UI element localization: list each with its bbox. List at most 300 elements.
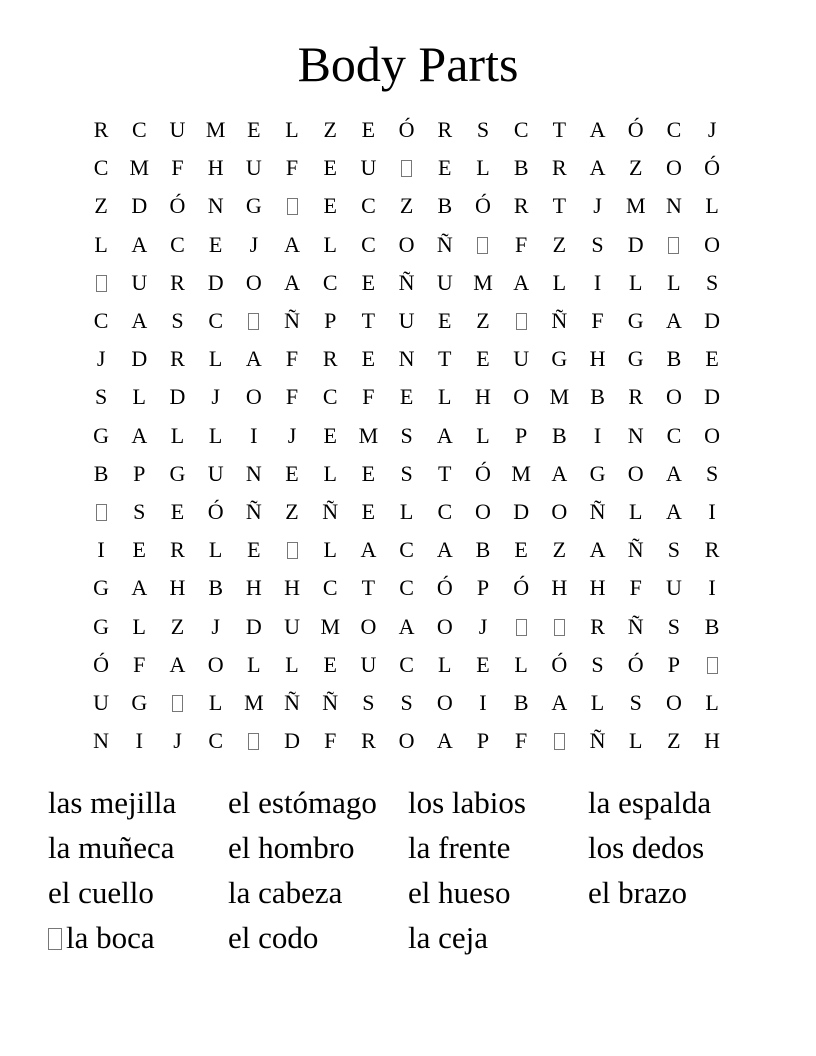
grid-row [82, 378, 731, 416]
grid-cell: D [284, 728, 300, 754]
grid-cell: I [250, 422, 258, 448]
grid-cell: Z [94, 193, 108, 219]
grid-cell [655, 226, 693, 264]
grid-cell: M [625, 193, 646, 219]
grid-cell: F [133, 651, 146, 677]
grid-cell [273, 531, 311, 569]
grid-cell: Ñ [284, 689, 300, 715]
grid-cell: T [552, 193, 567, 219]
grid-cell: R [170, 346, 185, 372]
grid-cell: L [132, 384, 146, 410]
grid-cell [502, 302, 540, 340]
grid-cell: S [705, 460, 719, 486]
grid-cell: S [667, 613, 681, 639]
grid-row [82, 302, 731, 340]
grid-cell: Z [628, 155, 643, 181]
grid-cell: Z [285, 498, 299, 524]
grid-cell: E [705, 346, 719, 372]
grid-cell: L [208, 537, 223, 563]
grid-cell: U [436, 269, 453, 295]
grid-cell: U [513, 346, 530, 372]
grid-cell: F [324, 728, 337, 754]
grid-cell: R [704, 537, 720, 563]
grid-cell: L [399, 498, 414, 524]
word-text: la frente [408, 830, 511, 865]
grid-cell: R [437, 117, 453, 143]
grid-cell: H [169, 575, 186, 601]
missing-glyph-icon [516, 313, 527, 330]
grid-row [82, 455, 731, 493]
grid-cell: S [705, 269, 719, 295]
grid-cell: P [476, 728, 490, 754]
grid-cell: J [211, 384, 220, 410]
grid-cell: L [628, 728, 643, 754]
grid-cell: L [323, 537, 337, 563]
grid-cell: D [627, 231, 644, 257]
grid-cell: L [170, 422, 185, 448]
missing-glyph-icon [96, 504, 107, 521]
grid-cell: E [132, 537, 146, 563]
grid-cell: N [207, 193, 224, 219]
grid-cell: Z [170, 613, 185, 639]
grid-cell: C [399, 537, 414, 563]
grid-cell: Ó [551, 651, 568, 677]
grid-cell [693, 646, 731, 684]
grid-cell: U [360, 651, 377, 677]
grid-cell: B [513, 689, 529, 715]
grid-cell: H [245, 575, 262, 601]
word-text: la muñeca [48, 830, 175, 865]
grid-cell [540, 607, 578, 645]
grid-cell: Ñ [589, 498, 606, 524]
grid-cell: R [552, 155, 567, 181]
grid-cell: C [322, 384, 338, 410]
grid-cell: C [361, 193, 376, 219]
word-list-item [48, 825, 228, 870]
grid-cell: Z [552, 537, 567, 563]
grid-cell: E [323, 422, 337, 448]
word-text: los labios [408, 785, 526, 820]
grid-cell: N [627, 422, 644, 448]
grid-cell: C [208, 728, 223, 754]
grid-row [82, 684, 731, 722]
grid-cell: H [551, 575, 568, 601]
grid-cell: Ñ [398, 269, 415, 295]
grid-cell: M [549, 384, 570, 410]
grid-cell: Ó [169, 193, 186, 219]
grid-row [82, 264, 731, 302]
word-list-item [408, 870, 588, 915]
grid-cell: Ó [475, 460, 491, 486]
grid-cell: M [320, 613, 340, 639]
grid-cell: A [589, 155, 606, 181]
grid-cell: G [93, 422, 110, 448]
grid-row [82, 607, 731, 645]
grid-row [82, 493, 731, 531]
grid-row [82, 722, 731, 760]
grid-cell: U [131, 269, 148, 295]
word-list-item [48, 780, 228, 825]
grid-cell: G [551, 346, 568, 372]
word-list-row [48, 780, 768, 825]
word-text: el cuello [48, 875, 154, 910]
missing-glyph-icon [516, 619, 527, 636]
grid-cell: S [400, 689, 413, 715]
grid-cell: S [133, 498, 146, 524]
grid-cell: R [361, 728, 376, 754]
grid-cell: A [551, 689, 568, 715]
grid-cell: I [135, 728, 143, 754]
grid-cell: Ñ [322, 689, 339, 715]
grid-cell: M [511, 460, 531, 486]
grid-cell: Ó [398, 117, 415, 143]
word-list-item [588, 870, 768, 915]
missing-glyph-icon [172, 695, 183, 712]
grid-cell: L [208, 689, 223, 715]
grid-cell: P [515, 422, 528, 448]
grid-cell: A [589, 117, 606, 143]
grid-cell: I [593, 269, 602, 295]
grid-cell: L [667, 269, 681, 295]
grid-cell: H [589, 575, 606, 601]
grid-cell: C [399, 651, 414, 677]
grid-cell: A [398, 613, 415, 639]
grid-cell: L [514, 651, 528, 677]
grid-cell: Ñ [551, 308, 568, 334]
grid-cell [82, 264, 120, 302]
grid-cell: Z [323, 117, 337, 143]
grid-cell: L [208, 422, 223, 448]
grid-cell: A [665, 460, 682, 486]
grid-cell: E [361, 346, 376, 372]
grid-cell [158, 684, 196, 722]
grid-cell: G [627, 308, 644, 334]
grid-cell [540, 722, 578, 760]
grid-cell: E [247, 537, 261, 563]
grid-cell: L [285, 117, 299, 143]
grid-cell: S [400, 422, 413, 448]
grid-cell: Ó [627, 651, 644, 677]
grid-cell [502, 607, 540, 645]
grid-cell: J [173, 728, 182, 754]
grid-cell: U [398, 308, 415, 334]
grid-row [82, 340, 731, 378]
grid-cell: S [591, 231, 604, 257]
grid-cell: C [437, 498, 453, 524]
grid-cell: Ó [207, 498, 224, 524]
word-list-item [408, 915, 588, 960]
grid-cell: E [170, 498, 185, 524]
grid-cell: R [590, 613, 605, 639]
grid-cell: U [284, 613, 300, 639]
grid-cell: P [133, 460, 146, 486]
grid-row [82, 111, 731, 149]
grid-cell: Ñ [322, 498, 339, 524]
grid-cell [235, 302, 273, 340]
grid-cell: O [436, 689, 453, 715]
grid-cell: F [591, 308, 604, 334]
grid-cell: H [475, 384, 491, 410]
missing-glyph-icon [248, 733, 259, 750]
grid-cell: O [665, 155, 682, 181]
grid-cell: M [358, 422, 379, 448]
missing-glyph-icon [48, 928, 62, 950]
grid-cell: N [245, 460, 262, 486]
grid-cell: Ñ [245, 498, 262, 524]
missing-glyph-icon [707, 657, 718, 674]
grid-cell: T [438, 346, 452, 372]
word-list-row [48, 870, 768, 915]
grid-cell: Ñ [436, 231, 453, 257]
grid-cell: B [208, 575, 223, 601]
grid-cell: O [665, 384, 682, 410]
grid-cell: L [438, 384, 452, 410]
missing-glyph-icon [96, 275, 107, 292]
grid-cell: O [207, 651, 224, 677]
grid-cell: G [131, 689, 148, 715]
grid-cell: U [169, 117, 186, 143]
grid-cell: C [170, 231, 185, 257]
word-text: los dedos [588, 830, 705, 865]
grid-cell: A [665, 498, 682, 524]
grid-cell: P [324, 308, 337, 334]
grid-cell: E [361, 460, 376, 486]
grid-cell: N [665, 193, 682, 219]
grid-cell: S [400, 460, 413, 486]
grid-cell: M [129, 155, 150, 181]
grid-cell: A [436, 422, 453, 448]
grid-cell: Ñ [627, 537, 644, 563]
grid-cell: Z [476, 308, 490, 334]
missing-glyph-icon [554, 733, 565, 750]
grid-cell: F [171, 155, 184, 181]
grid-cell: N [398, 346, 415, 372]
grid-cell: M [244, 689, 264, 715]
grid-cell [82, 493, 120, 531]
grid-cell: Ó [436, 575, 453, 601]
grid-cell: S [667, 537, 681, 563]
grid-row [82, 226, 731, 264]
grid-cell: G [589, 460, 606, 486]
grid-cell: L [323, 231, 337, 257]
word-text: el hombro [228, 830, 355, 865]
grid-cell: R [93, 117, 109, 143]
grid-cell: Ó [627, 117, 644, 143]
grid-row [82, 149, 731, 187]
grid-cell: E [323, 651, 337, 677]
grid-cell: J [249, 231, 259, 257]
grid-cell: M [205, 117, 226, 143]
grid-cell: L [705, 193, 719, 219]
grid-cell: D [704, 308, 721, 334]
grid-cell: B [552, 422, 567, 448]
word-text: el codo [228, 920, 319, 955]
grid-cell: A [131, 308, 148, 334]
grid-cell: Ñ [627, 613, 644, 639]
grid-row [82, 569, 731, 607]
grid-cell: U [360, 155, 377, 181]
word-list [48, 780, 768, 960]
grid-cell: Ó [475, 193, 491, 219]
grid-cell: J [211, 613, 220, 639]
grid-cell: E [361, 269, 376, 295]
grid-cell: A [131, 422, 148, 448]
grid-cell: E [208, 231, 223, 257]
grid-cell: E [361, 498, 376, 524]
grid-cell: E [438, 308, 452, 334]
grid-cell: L [208, 346, 223, 372]
word-list-row [48, 915, 768, 960]
grid-cell: S [171, 308, 184, 334]
grid-row [82, 646, 731, 684]
grid-cell: B [93, 460, 109, 486]
grid-cell: D [245, 613, 262, 639]
grid-cell: A [284, 231, 300, 257]
grid-cell: U [93, 689, 110, 715]
grid-cell: B [437, 193, 453, 219]
grid-cell: R [170, 537, 185, 563]
grid-cell: D [169, 384, 186, 410]
grid-cell: Z [552, 231, 567, 257]
grid-row [82, 187, 731, 225]
grid-cell: E [285, 460, 299, 486]
word-text: el hueso [408, 875, 511, 910]
grid-cell: A [360, 537, 377, 563]
grid-cell: D [131, 346, 148, 372]
grid-cell: E [476, 346, 490, 372]
grid-cell: H [284, 575, 300, 601]
grid-cell: T [361, 575, 376, 601]
grid-cell: D [131, 193, 148, 219]
grid-cell: H [589, 346, 606, 372]
grid-cell: C [208, 308, 223, 334]
grid-cell: B [590, 384, 605, 410]
grid-cell: R [322, 346, 338, 372]
grid-cell: A [284, 269, 300, 295]
grid-cell: E [514, 537, 528, 563]
grid-cell: F [515, 728, 528, 754]
grid-cell: M [473, 269, 493, 295]
grid-cell: A [169, 651, 186, 677]
grid-cell: I [479, 689, 487, 715]
grid-cell: F [285, 155, 299, 181]
grid-cell: A [245, 346, 262, 372]
grid-cell: U [207, 460, 224, 486]
grid-cell: A [551, 460, 568, 486]
grid-cell: O [665, 689, 682, 715]
grid-cell [464, 226, 502, 264]
grid-cell: L [94, 231, 108, 257]
grid-cell: E [361, 117, 376, 143]
grid-cell: C [322, 575, 338, 601]
grid-cell: C [666, 117, 682, 143]
grid-cell: G [93, 613, 110, 639]
grid-row [82, 417, 731, 455]
grid-cell: A [589, 537, 606, 563]
grid-cell: S [629, 689, 642, 715]
grid-cell: O [398, 728, 415, 754]
missing-glyph-icon [248, 313, 259, 330]
grid-cell: J [96, 346, 106, 372]
grid-cell: S [476, 117, 490, 143]
grid-cell: S [362, 689, 375, 715]
grid-cell: L [705, 689, 719, 715]
grid-cell: E [247, 117, 261, 143]
grid-cell: R [170, 269, 185, 295]
grid-cell: O [704, 422, 721, 448]
missing-glyph-icon [287, 542, 298, 559]
grid-cell: H [207, 155, 224, 181]
grid-cell: C [322, 269, 338, 295]
grid-row [82, 531, 731, 569]
grid-cell: G [93, 575, 110, 601]
grid-cell: I [593, 422, 602, 448]
grid-cell: L [476, 155, 490, 181]
grid-cell: B [704, 613, 720, 639]
grid-cell: G [245, 193, 262, 219]
grid-cell: O [551, 498, 568, 524]
grid-cell: O [360, 613, 377, 639]
grid-cell: L [628, 498, 643, 524]
grid-cell: J [593, 193, 602, 219]
grid-cell: S [94, 384, 108, 410]
word-search-grid [82, 111, 731, 760]
grid-cell: O [513, 384, 530, 410]
grid-cell: T [438, 460, 452, 486]
grid-cell: L [552, 269, 567, 295]
word-text: la boca [66, 920, 155, 955]
grid-cell: L [323, 460, 337, 486]
grid-cell: F [515, 231, 528, 257]
grid-cell: O [436, 613, 453, 639]
grid-cell: F [629, 575, 642, 601]
grid-cell: E [438, 155, 452, 181]
grid-cell: R [513, 193, 529, 219]
grid-cell: J [707, 117, 717, 143]
grid-cell: O [398, 231, 415, 257]
grid-cell: C [131, 117, 147, 143]
grid-cell: E [323, 155, 337, 181]
word-text: el estómago [228, 785, 377, 820]
word-text: las mejilla [48, 785, 177, 820]
grid-cell: A [131, 231, 148, 257]
grid-cell: R [628, 384, 644, 410]
grid-cell: L [590, 689, 605, 715]
word-text: el brazo [588, 875, 687, 910]
grid-cell: L [132, 613, 146, 639]
grid-cell: A [436, 728, 453, 754]
grid-cell: L [247, 651, 261, 677]
grid-cell: D [704, 384, 721, 410]
grid-cell: O [245, 384, 262, 410]
word-list-item [408, 825, 588, 870]
grid-cell: E [476, 651, 490, 677]
grid-cell [273, 187, 311, 225]
grid-cell [388, 149, 426, 187]
grid-cell: O [704, 231, 721, 257]
grid-cell: Ñ [589, 728, 606, 754]
word-list-item [588, 825, 768, 870]
grid-cell: I [97, 537, 105, 563]
word-text: la espalda [588, 785, 712, 820]
grid-cell: C [93, 308, 109, 334]
grid-cell: D [207, 269, 224, 295]
grid-cell: L [628, 269, 643, 295]
page-title: Body Parts [297, 36, 519, 92]
grid-cell: L [285, 651, 299, 677]
grid-cell: E [399, 384, 414, 410]
word-list-item [48, 870, 228, 915]
